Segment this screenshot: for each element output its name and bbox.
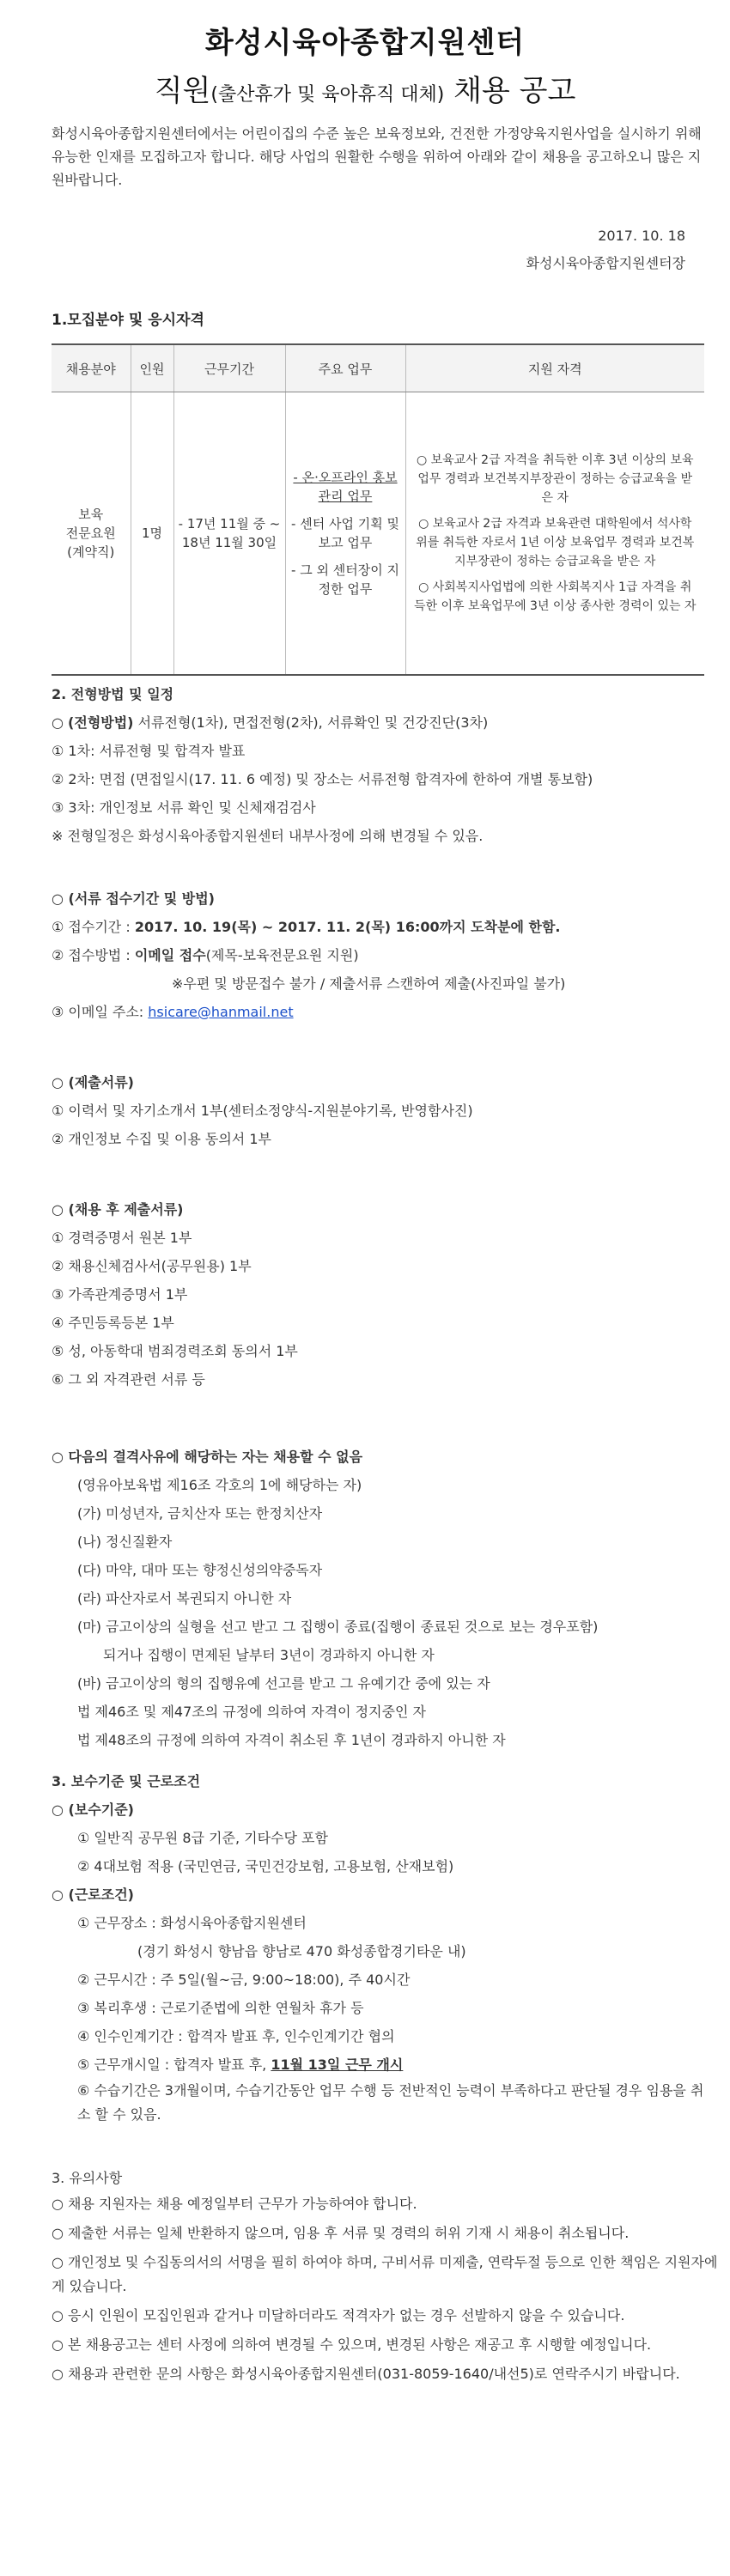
- table-header: 인원: [131, 344, 173, 392]
- list-item: [52, 2050, 721, 2079]
- recruitment-table: [52, 343, 704, 676]
- list-item: ① 경력증명서 원본 1부: [52, 1230, 192, 1246]
- value-note: (제목-보육전문요원 지원): [205, 947, 359, 963]
- list-item: ② 근무시간 : 주 5일(월~금, 9:00~18:00), 주 40시간: [77, 1971, 411, 1988]
- table-header-row: [52, 344, 704, 392]
- duty-item: - 그 외 센터장이 지정한 업무: [291, 562, 399, 597]
- notice-issuer: 화성시육아종합지원센터장: [526, 255, 685, 271]
- list-item: 되거나 집행이 면제된 날부터 3년이 경과하지 아니한 자: [103, 1647, 435, 1663]
- duty-item: - 센터 사업 기획 및 보고 업무: [291, 516, 399, 550]
- list-item: (나) 정신질환자: [77, 1534, 173, 1550]
- list-item: ① 근무장소 : 화성시육아종합지원센터: [77, 1915, 307, 1931]
- field-line: (계약직): [67, 544, 115, 560]
- qualification-item: ○ 사회복지사업법에 의한 사회복지사 1급 자격을 취득한 이후 보육업무에 3년 이상 종사한 경력이 있는 자: [413, 580, 697, 613]
- application-note: ※우편 및 방문접수 불가 / 제출서류 스캔하여 제출(사진파일 불가): [172, 975, 566, 992]
- field-cell: [52, 392, 131, 676]
- list-item: ○ 본 채용공고는 센터 사정에 의하여 변경될 수 있으며, 변경된 사항은 재공고 후 시행할 예정입니다.: [52, 2336, 652, 2353]
- list-item: ⑤ 성, 아동학대 범죄경력조회 동의서 1부: [52, 1343, 298, 1359]
- label: ③ 이메일 주소:: [52, 1004, 149, 1020]
- list-item: (바) 금고이상의 형의 집행유예 선고를 받고 그 유예기간 중에 있는 자: [77, 1675, 490, 1692]
- period-cell: [173, 392, 285, 676]
- qualification-item: ○ 보육교사 2급 자격을 취득한 이후 3년 이상의 보육업무 경력과 보건복지부장관이 정하는 승급교육을 받은 자: [416, 453, 694, 505]
- selection-step: ③ 3차: 개인정보 서류 확인 및 신체재검검사: [52, 799, 316, 816]
- value: 2017. 10. 19(목) ~ 2017. 11. 2(목) 16:00까지 도착분에 한함.: [134, 919, 561, 935]
- section-pay-conditions: [52, 1767, 721, 2127]
- section-title-application: ○ (서류 접수기간 및 방법): [52, 890, 215, 907]
- text: 서류전형(1차), 면접전형(2차), 서류확인 및 건강진단(3차): [133, 714, 489, 731]
- application-method: [52, 941, 721, 969]
- subtitle-post: 채용 공고: [453, 74, 576, 108]
- application-period: [52, 913, 721, 941]
- table-header: 근무기간: [173, 344, 285, 392]
- email-link[interactable]: hsicare@hanmail.net: [148, 1004, 294, 1020]
- field-line: 전문요원: [65, 526, 116, 541]
- intro-paragraph: 화성시육아종합지원센터에서는 어린이집의 수준 높은 보육정보와, 건전한 가정양육지원사업을 실시하기 위해 유능한 인재를 모집하고자 합니다. 해당 사업의 원활한 수행을 위하여 아래와 같이 채용을 공고하오니 많은 지원바랍니다.: [52, 125, 702, 188]
- list-item: ② 개인정보 수집 및 이용 동의서 1부: [52, 1131, 271, 1147]
- subtitle-pre: 직원: [154, 74, 211, 108]
- period-line: - 17년 11월 중 ~: [178, 516, 281, 532]
- section-selection: [52, 680, 721, 850]
- list-item: (마) 금고이상의 실형을 선고 받고 그 집행이 종료(집행이 종료된 것으로 보는 경우포함): [77, 1619, 599, 1635]
- value: 이메일 접수: [134, 947, 206, 963]
- list-item: ③ 가족관계증명서 1부: [52, 1286, 188, 1303]
- section-title-notes: 3. 유의사항: [52, 2170, 123, 2186]
- list-item: 법 제46조 및 제47조의 규정에 의하여 자격이 정지중인 자: [77, 1704, 426, 1720]
- selection-note: ※ 전형일정은 화성시육아종합지원센터 내부사정에 의해 변경될 수 있음.: [52, 828, 484, 844]
- list-item: ○ 개인정보 및 수집동의서의 서명을 필히 하여야 하며, 구비서류 미제출, 연락두절 등으로 인한 책임은 지원자에게 있습니다.: [52, 2254, 718, 2294]
- list-item: (라) 파산자로서 복권되지 아니한 자: [77, 1590, 292, 1607]
- section-title-documents: ○ (제출서류): [52, 1074, 134, 1091]
- list-item: ② 채용신체검사서(공무원용) 1부: [52, 1258, 252, 1274]
- list-item: (영유아보육법 제16조 각호의 1에 해당하는 자): [77, 1477, 362, 1493]
- section-post-hire-documents: [52, 1195, 721, 1394]
- start-date: 11월 13일 근무 개시: [271, 2057, 404, 2073]
- section-title-post-hire: ○ (채용 후 제출서류): [52, 1201, 184, 1218]
- subtitle-small: (출산휴가 및 육아휴직 대체): [210, 84, 445, 106]
- list-item: (가) 미성년자, 금치산자 또는 한정치산자: [77, 1505, 323, 1522]
- count-cell: 1명: [131, 392, 173, 676]
- list-item: ③ 복리후생 : 근로기준법에 의한 연월차 휴가 등: [77, 2000, 364, 2016]
- qualification-item: ○ 보육교사 2급 자격과 보육관련 대학원에서 석사학위를 취득한 자로서 1년 이상 보육업무 경력과 보건복지부장관이 정하는 승급교육을 받은 자: [416, 517, 695, 568]
- section-title-recruitment: 1.모집분야 및 응시자격: [52, 312, 204, 329]
- list-item: 법 제48조의 규정에 의하여 자격이 취소된 후 1년이 경과하지 아니한 자: [77, 1732, 506, 1748]
- list-item: ○ 제출한 서류는 일체 반환하지 않으며, 임용 후 서류 및 경력의 허위 기재 시 채용이 취소됩니다.: [52, 2225, 630, 2241]
- list-item: (다) 마약, 대마 또는 향정신성의약중독자: [77, 1562, 323, 1578]
- list-item: ○ 응시 인원이 모집인원과 같거나 미달하더라도 적격자가 없는 경우 선발하지 않을 수 있습니다.: [52, 2307, 625, 2324]
- label: ② 접수방법 :: [52, 947, 135, 963]
- list-item: ⑥ 그 외 자격관련 서류 등: [52, 1371, 205, 1388]
- section-disqualifications: [52, 1443, 721, 1754]
- field-line: 보육: [78, 507, 104, 522]
- list-item: (경기 화성시 향남읍 향남로 470 화성종합경기타운 내): [137, 1943, 466, 1959]
- table-header: 주요 업무: [285, 344, 405, 392]
- section-title-disqualifications: ○ 다음의 결격사유에 해당하는 자는 채용할 수 없음: [52, 1449, 363, 1465]
- period-line: 18년 11월 30일: [181, 535, 277, 550]
- notice-date: 2017. 10. 18: [598, 228, 685, 244]
- duties-cell: [285, 392, 405, 676]
- section-application: [52, 884, 721, 1026]
- list-item: ① 일반직 공무원 8급 기준, 기타수당 포함: [77, 1830, 328, 1846]
- list-item: ④ 주민등록등본 1부: [52, 1315, 174, 1331]
- conditions-title: ○ (근로조건): [52, 1886, 134, 1903]
- label: (전형방법): [68, 714, 134, 731]
- table-row: [52, 392, 704, 676]
- page-title: 화성시육아종합지원센터: [204, 26, 526, 60]
- table-header: 채용분야: [52, 344, 131, 392]
- section-title-pay: 3. 보수기준 및 근로조건: [52, 1773, 201, 1789]
- application-email: [52, 998, 721, 1026]
- list-item: ① 이력서 및 자기소개서 1부(센터소정양식-지원분야기록, 반영함사진): [52, 1103, 473, 1119]
- label: ① 접수기간 :: [52, 919, 135, 935]
- selection-method: [52, 708, 721, 737]
- duty-item: - 온·오프라인 홍보 관리 업무: [293, 470, 398, 504]
- table-header: 지원 자격: [405, 344, 704, 392]
- list-item: ② 4대보험 적용 (국민연금, 국민건강보험, 고용보험, 산재보험): [77, 1858, 454, 1874]
- list-item: ○ 채용과 관련한 문의 사항은 화성시육아종합지원센터(031-8059-1640/내선5)로 연락주시기 바랍니다.: [52, 2366, 680, 2382]
- bullet: ○: [52, 714, 69, 731]
- label: ⑤ 근무개시일 : 합격자 발표 후,: [77, 2057, 271, 2073]
- page-subtitle: [0, 67, 730, 109]
- list-item: ④ 인수인계기간 : 합격자 발표 후, 인수인계기간 협의: [77, 2028, 395, 2044]
- qualifications-cell: [405, 392, 704, 676]
- list-item: ⑥ 수습기간은 3개월이며, 수습기간동안 업무 수행 등 전반적인 능력이 부족하다고 판단될 경우 임용을 취소 할 수 있음.: [77, 2082, 704, 2123]
- selection-step: ① 1차: 서류전형 및 합격자 발표: [52, 743, 246, 759]
- section-notes: [52, 2164, 721, 2391]
- selection-step: ② 2차: 면접 (면접일시(17. 11. 6 예정) 및 장소는 서류전형 합격자에 한하여 개별 통보함): [52, 771, 593, 787]
- section-title-selection: 2. 전형방법 및 일정: [52, 686, 174, 702]
- section-documents: [52, 1068, 721, 1153]
- pay-title: ○ (보수기준): [52, 1801, 134, 1818]
- list-item: ○ 채용 지원자는 채용 예정일부터 근무가 가능하여야 합니다.: [52, 2196, 417, 2212]
